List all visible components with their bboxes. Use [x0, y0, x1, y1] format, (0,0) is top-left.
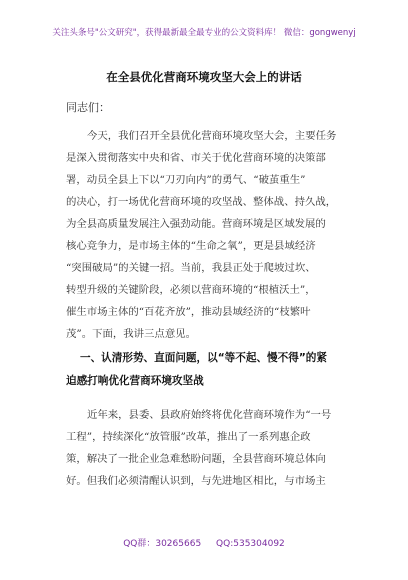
text-line: 好。但我们必须清醒认识到，与先进地区相比，与市场主 — [66, 475, 326, 487]
text-line: 的决心，打一场优化营商环境的攻坚战、整体战、持久战， — [66, 196, 337, 208]
text-line: 署，动员全县上下以“刀刃向内”的勇气、“破茧重生” — [66, 174, 306, 186]
text-line: 近年来，县委、县政府始终将优化营商环境作为“一号 — [87, 409, 332, 421]
text-line: 为全县高质量发展注入强劲动能。营商环境是区域发展的 — [66, 218, 326, 230]
footer-qq-group: QQ群：30265665 — [123, 539, 202, 549]
text-line: 核心竞争力，是市场主体的“生命之氧”，更是县域经济 — [66, 240, 316, 252]
speech-title: 在全县优化营商环境攻坚大会上的讲话 — [106, 70, 302, 84]
section-heading-1 — [66, 347, 350, 393]
heading-line: 迫感打响优化营商环境攻坚战 — [66, 375, 204, 387]
text-line: 工程”，持续深化“放管服”改革，推出了一系列惠企政 — [66, 431, 311, 443]
greeting: 同志们： — [66, 101, 110, 114]
text-line: 是深入贯彻落实中央和省、市关于优化营商环境的决策部 — [66, 152, 326, 164]
header-promo-note: 关注头条号"公文研究"，获得最新最全最专业的公文资料库！ 微信：gongwenyj — [52, 28, 356, 38]
paragraph-section1-body — [66, 404, 350, 492]
heading-line: 一、认清形势、直面问题，以“等不起、慢不得”的紧 — [80, 352, 327, 364]
footer-contact — [0, 536, 408, 549]
text-line: 策，解决了一批企业急难愁盼问题，全县营商环境总体向 — [66, 453, 326, 465]
footer-qq: QQ:535304092 — [216, 539, 285, 549]
text-line: 今天，我们召开全县优化营商环境攻坚大会，主要任务 — [87, 130, 337, 142]
text-line: 催生市场主体的“百花齐放”，推动县域经济的“枝繁叶 — [66, 306, 311, 318]
paragraph-intro — [66, 125, 350, 345]
text-line: “突围破局”的关键一招。当前，我县正处于爬坡过坎、 — [66, 262, 316, 274]
text-line: 转型升级的关键阶段，必须以营商环境的“根植沃土”， — [66, 284, 316, 296]
text-line: 茂”。下面，我讲三点意见。 — [66, 328, 196, 340]
